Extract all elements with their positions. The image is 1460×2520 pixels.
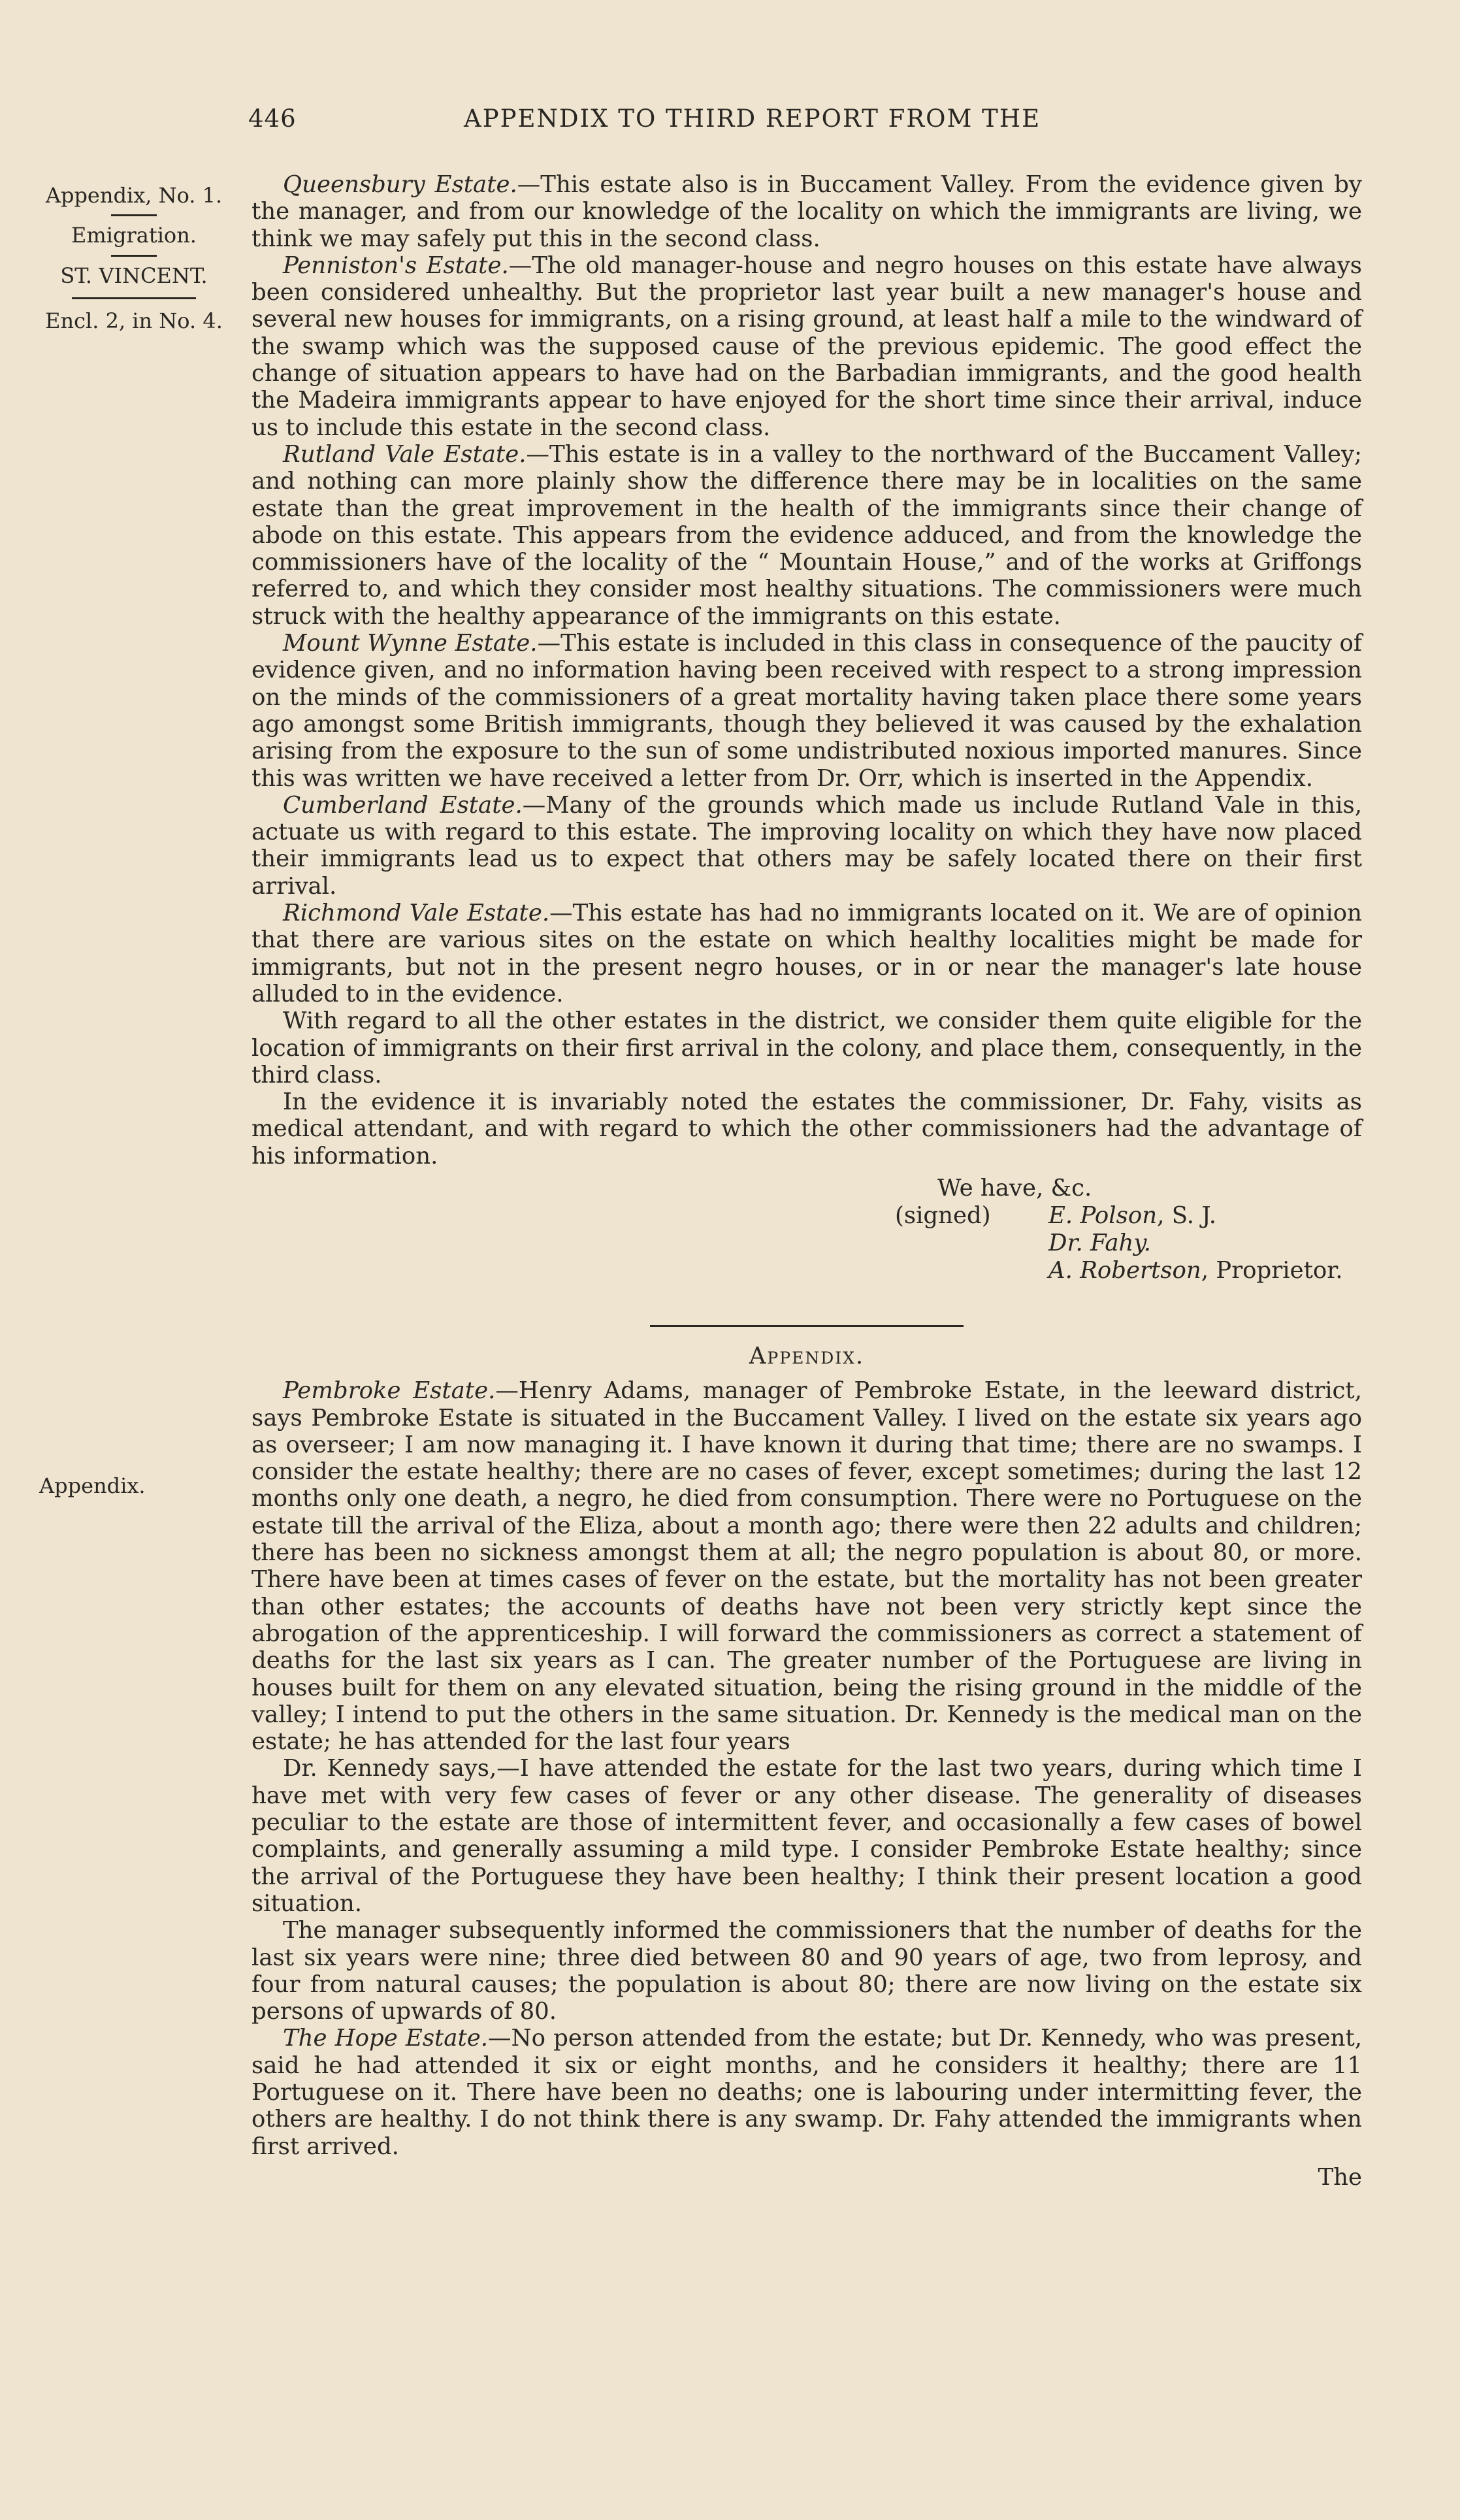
margin-rule — [72, 297, 196, 299]
paragraph-text: With regard to all the other estates in the district, we consider them quite eligible for the location of immigrants on their first arrival in the colony, and place them, consequently, in the third class. — [251, 1007, 1362, 1088]
paragraph-text: —This estate is in a valley to the northward of the Buccament Valley; and nothing can more plainly show the difference there may be in localities on the same estate than the great improvement in the health of the immigrants since their change of abode on this estate. This appears from the evidence adduced, and from the knowledge the commissioners have of the locality of the “ Mountain House,” and of the works at Griffongs referred to, and which they consider most healthy situations. The commissioners were much struck with the healthy appearance of the immigrants on this estate. — [251, 440, 1362, 630]
signature-block — [251, 1175, 1362, 1318]
paragraph — [251, 900, 1362, 1007]
paragraph — [251, 1755, 1362, 1917]
paragraph-text: —This estate also is in Buccament Valley. From the evidence given by the manager, and from our knowledge of the locality on which the immigrants are living, we think we may safely put this in the second class. — [251, 171, 1362, 252]
paragraph — [251, 792, 1362, 900]
paragraph-text: The manager subsequently informed the commissioners that the number of deaths for the last six years were nine; three died between 80 and 90 years of age, two from leprosy, and four from natural causes; the population is about 80; there are now living on the estate six persons of upwards of 80. — [251, 1917, 1362, 2025]
page-header — [248, 105, 1359, 144]
paragraph — [251, 1377, 1362, 1755]
paragraph-text: —The old manager-house and negro houses on this estate have always been considered unhealthy. But the proprietor last year built a new manager's house and several new houses for immigrants, on a rising ground, at least half a mile to the windward of the swamp which was the supposed cause of the previous epidemic. The good effect the change of situation appears to have had on the Barbadian immigrants, and the good health the Madeira immigrants appear to have enjoyed for the short time since their arrival, induce us to include this estate in the second class. — [251, 252, 1362, 441]
margin-colony: ST. VINCENT. — [60, 263, 208, 288]
margin-dash — [111, 214, 157, 216]
paragraph-text: —No person attended from the estate; but Dr. Kennedy, who was present, said he had attended it six or eight months, and he considers it healthy; there are 11 Portuguese on it. There have been no deaths; one is labouring under intermitting fever, the others are healthy. I do not think there is any swamp. Dr. Fahy attended the immigrants when first arrived. — [251, 2025, 1362, 2160]
paragraph — [251, 1917, 1362, 2025]
estate-title: Cumberland Estate. — [283, 791, 523, 819]
paragraph-text: —This estate is included in this class in consequence of the paucity of evidence given, and no information having been received with respect to a strong impression on the minds of the commissioners of a great mortality having taken place there some years ago amongst some British immigrants, though they believed it was caused by the exhalation arising from the exposure to the sun of some undistributed noxious imported manures. Since this was written we have received a letter from Dr. Orr, which is inserted in the Appendix. — [251, 630, 1363, 792]
page-number: 446 — [248, 105, 297, 133]
paragraph — [251, 252, 1362, 441]
catchword: The — [1318, 2163, 1362, 2191]
signatory-1: E. Polson, S. J. — [1048, 1202, 1217, 1229]
estate-title: Rutland Vale Estate. — [283, 440, 527, 468]
closing: We have, &c. — [937, 1174, 1092, 1202]
signed-label: (signed) — [895, 1202, 991, 1229]
margin-appendix-label: Appendix. — [39, 1473, 146, 1498]
estate-title: Penniston's Estate. — [283, 252, 509, 279]
paragraph-text: Dr. Kennedy says,—I have attended the estate for the last two years, during which time I have met with very few cases of fever or any other disease. The generality of diseases peculiar to the estate are those of intermittent fever, and occasionally a few cases of bowel complaints, and generally assuming a mild type. I consider Pembroke Estate healthy; since the arrival of the Portuguese they have been healthy; I think their present location a good situation. — [251, 1755, 1362, 1917]
section-divider — [650, 1325, 964, 1327]
estate-title: Richmond Vale Estate. — [283, 900, 550, 927]
appendix-heading: Appendix. — [749, 1342, 865, 1369]
signatory-3: A. Robertson, Proprietor. — [1048, 1256, 1343, 1284]
estate-title: The Hope Estate. — [283, 2025, 489, 2052]
estate-title: Queensbury Estate. — [283, 171, 517, 198]
estate-title: Pembroke Estate. — [283, 1377, 496, 1405]
paragraph — [251, 441, 1362, 630]
margin-enclosure: Encl. 2, in No. 4. — [45, 308, 223, 334]
margin-section: Emigration. — [71, 223, 197, 248]
margin-dash — [111, 255, 157, 257]
paragraph — [251, 630, 1362, 792]
signatory-2: Dr. Fahy. — [1048, 1229, 1151, 1256]
paragraph-text: —Many of the grounds which made us include Rutland Vale in this, actuate us with regard to this estate. The improving locality on which they have now placed their immigrants lead us to expect that others may be safely located there on their first arrival. — [251, 791, 1363, 900]
paragraph — [251, 1088, 1362, 1170]
paragraph — [251, 2025, 1362, 2159]
paragraph — [251, 171, 1362, 252]
main-text — [251, 171, 1362, 2191]
paragraph-text: —This estate has had no immigrants located on it. We are of opinion that there are various sites on the estate on which healthy localities might be made for immigrants, but not in the present negro houses, or in or near the manager's late house alluded to in the evidence. — [251, 900, 1362, 1007]
running-title: APPENDIX TO THIRD REPORT FROM THE — [464, 105, 1041, 133]
estate-title: Mount Wynne Estate. — [283, 630, 538, 657]
paragraph-text: In the evidence it is invariably noted the estates the commissioner, Dr. Fahy, visits as medical attendant, and with regard to which the other commissioners had the advantage of his information. — [251, 1088, 1362, 1170]
margin-appendix-ref: Appendix, No. 1. — [45, 183, 223, 208]
paragraph — [251, 1007, 1362, 1088]
margin-notes — [26, 183, 242, 334]
paragraph-text: —Henry Adams, manager of Pembroke Estate, in the leeward district, says Pembroke Estate is situated in the Buccament Valley. I lived on the estate six years ago as overseer; I am now managing it. I have known it during that time; there are no swamps. I consider the estate healthy; there are no cases of fever, except sometimes; during the last 12 months only one death, a negro, he died from consumption. There were no Portuguese on the estate till the arrival of the Eliza, about a month ago; there were then 22 adults and children; there has been no sickness amongst them at all; the negro population is about 80, or more. There have been at times cases of fever on the estate, but the mortality has not been greater than other estates; the accounts of deaths have not been very strictly kept since the abrogation of the apprenticeship. I will forward the commissioners as correct a statement of deaths for the last six years as I can. The greater number of the Portuguese are living in houses built for them on any elevated situation, being the rising ground in the middle of the valley; I intend to put the others in the same situation. Dr. Kennedy is the medical man on the estate; he has attended for the last four years — [251, 1377, 1362, 1756]
